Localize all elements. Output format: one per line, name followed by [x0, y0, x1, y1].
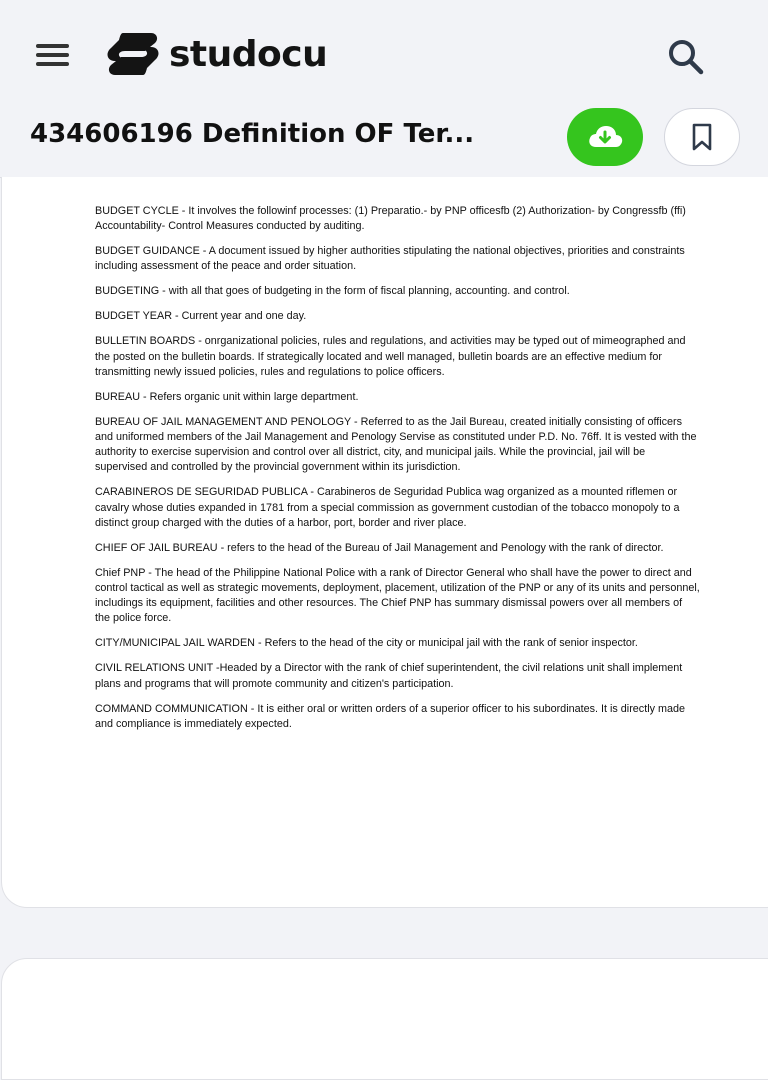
paragraph: CITY/MUNICIPAL JAIL WARDEN - Refers to the head of the city or municipal jail with the rank of senior inspector.	[95, 637, 638, 650]
document-title-bar	[0, 105, 768, 178]
document-page	[1, 177, 768, 908]
studocu-logo-icon	[105, 31, 161, 77]
paragraph: CARABINEROS DE SEGURIDAD PUBLICA - Carabineros de Seguridad Publica wag organized as a mounted riflemen or cavalry whose duties expanded in 1781 from a special commission as government custodian of the tobacco monopoly to a distinct group charged with the duties of a harbor, port, border and river place.	[95, 486, 680, 529]
paragraph: BUDGET YEAR - Current year and one day.	[95, 310, 307, 323]
bookmark-button[interactable]	[664, 108, 740, 166]
document-title: 434606196 Definition OF Ter...	[30, 119, 475, 149]
download-button[interactable]	[567, 108, 643, 166]
hamburger-menu-icon[interactable]	[36, 42, 70, 70]
brand-name: studocu	[169, 33, 328, 75]
paragraph: BUDGET GUIDANCE - A document issued by higher authorities stipulating the national objectives, priorities and constraints including assessment of the peace and order situation.	[95, 245, 685, 273]
cloud-download-icon	[585, 122, 625, 152]
document-text	[95, 204, 700, 742]
paragraph: Chief PNP - The head of the Philippine National Police with a rank of Director General who shall have the power to direct and control tactical as well as strategic movements, deployment, placement, utilization of the PNP or any of its units and personnel, includings its equipment, facilities and other resources. The Chief PNP has summary dismissal powers over all members of the police force.	[95, 566, 700, 625]
paragraph: COMMAND COMMUNICATION - It is either oral or written orders of a superior officer to his subordinates. It is directly made and compliance is immediately expected.	[95, 702, 686, 730]
paragraph: BUDGETING - with all that goes of budgeting in the form of fiscal planning, accounting. and control.	[95, 285, 570, 298]
paragraph: BUDGET CYCLE - It involves the followinf processes: (1) Preparatio.- by PNP officesfb (2) Authorization- by Congressfb (ffi) Accountability- Control Measures conducted by auditing.	[95, 205, 686, 233]
paragraph: CHIEF OF JAIL BUREAU - refers to the head of the Bureau of Jail Management and Penology with the rank of director.	[95, 541, 664, 554]
search-icon[interactable]	[665, 36, 705, 76]
next-document-page	[1, 958, 768, 1080]
bookmark-icon	[690, 123, 714, 151]
paragraph: CIVIL RELATIONS UNIT -Headed by a Director with the rank of chief superintendent, the civil relations unit shall implement plans and programs that will promote community and citizen's participation.	[95, 662, 683, 690]
paragraph: BUREAU - Refers organic unit within large department.	[95, 390, 359, 403]
top-app-bar	[0, 0, 768, 105]
studocu-logo[interactable]	[105, 30, 327, 78]
paragraph: BUREAU OF JAIL MANAGEMENT AND PENOLOGY - Referred to as the Jail Bureau, created initially consisting of officers and uniformed members of the Jail Management and Penology Servise as constituted under P.D. No. 76ff. It is vested with the authority to exercise supervision and control over all district, city, and municipal jails. While the provincial, jail will be supervised and controlled by the provincial government within its jurisdiction.	[95, 415, 697, 474]
paragraph: BULLETIN BOARDS - onrganizational policies, rules and regulations, and activities may be typed out of mimeographed and the posted on the bulletin boards. If strategically located and well managed, bulletin boards are an effective medium for transmitting newly issued policies, rules and regulations to police officers.	[95, 335, 686, 378]
